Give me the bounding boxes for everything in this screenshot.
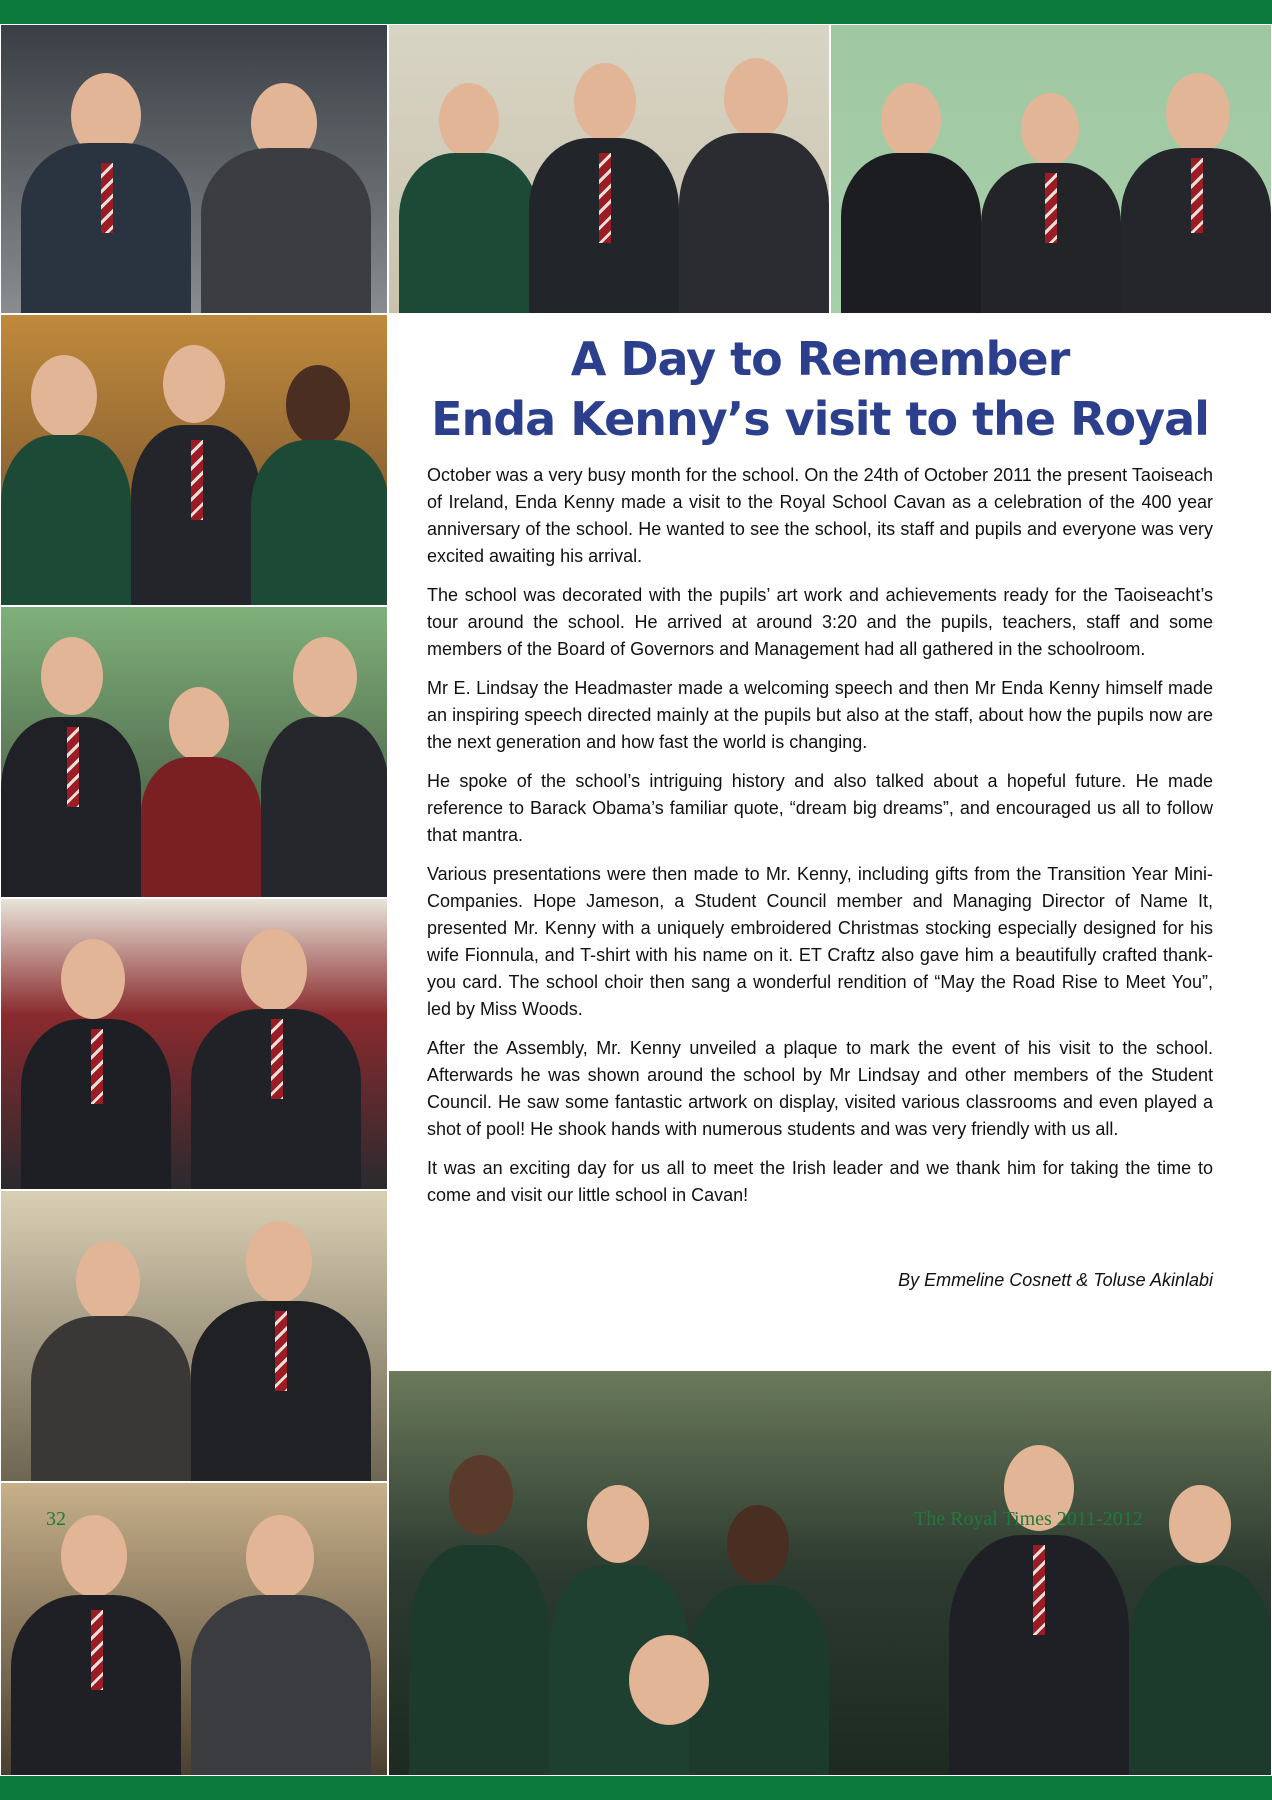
article-title-line2: Enda Kenny’s visit to the Royal [431, 392, 1209, 446]
bottom-green-band [0, 1776, 1272, 1800]
photo-trio-men [830, 24, 1272, 314]
article-paragraph: The school was decorated with the pupils’ art work and achievements ready for the Taoiseacht’s tour around the school. He arrived at around 3:20 and the pupils, teachers, staff and some members of the Board of Governors and Management had all gathered in the schoolroom. [427, 585, 1213, 659]
publication-name: The Royal Times 2011-2012 [914, 1508, 1143, 1530]
photo-teacher [0, 1190, 388, 1482]
top-green-band [0, 0, 1272, 24]
article-title-line1: A Day to Remember [570, 332, 1070, 386]
photo-plaque [0, 898, 388, 1190]
article-byline: By Emmeline Cosnett & Toluse Akinlabi [898, 1270, 1213, 1290]
article-paragraph: Various presentations were then made to Mr. Kenny, including gifts from the Transition Year Mini- Companies. Hope Jameson, a Student Council member and Managing Director of Name It, presented Mr. Kenny with a uniquely embroidered Christmas stocking especially designed for his wife Fionnula, and T-shirt with his name on it. ET Craftz also gave him a beautifully crafted thank-you card. The school choir then sang a wonderful rendition of “May the Road Rise to Meet You”, led by Miss Woods. [427, 864, 1213, 1019]
photo-handshake [0, 24, 388, 314]
page-number: 32 [46, 1508, 66, 1530]
article-paragraph: It was an exciting day for us all to meet the Irish leader and we thank him for taking the time to come and visit our little school in Cavan! [427, 1158, 1213, 1205]
photo-two-women [0, 606, 388, 898]
article-paragraph: He spoke of the school’s intriguing history and also talked about a hopeful future. He made reference to Barack Obama’s familiar quote, “dream big dreams”, and encouraged us all to follow that mantra. [427, 771, 1213, 845]
photo-trio-student [388, 24, 830, 314]
article-paragraph: After the Assembly, Mr. Kenny unveiled a plaque to mark the event of his visit to the school. Afterwards he was shown around the school by Mr Lindsay and other members of the Student Council. He saw some fantastic artwork on display, visited various classrooms and even played a shot of pool! He shook hands with numerous students and was very friendly with us all. [427, 1038, 1213, 1139]
photo-crowd [388, 1370, 1272, 1776]
article-paragraph: October was a very busy month for the school. On the 24th of October 2011 the present Taoiseach of Ireland, Enda Kenny made a visit to the Royal School Cavan as a celebration of the 400 year anniversary of the school. He wanted to see the school, its staff and pupils and everyone was very excited awaiting his arrival. [427, 465, 1213, 566]
article-paragraph: Mr E. Lindsay the Headmaster made a welcoming speech and then Mr Enda Kenny himself made an inspiring speech directed mainly at the pupils but also at the staff, about how the pupils now are the next generation and how fast the world is changing. [427, 678, 1213, 752]
article-body [427, 462, 1213, 1221]
photo-two-students [0, 314, 388, 606]
